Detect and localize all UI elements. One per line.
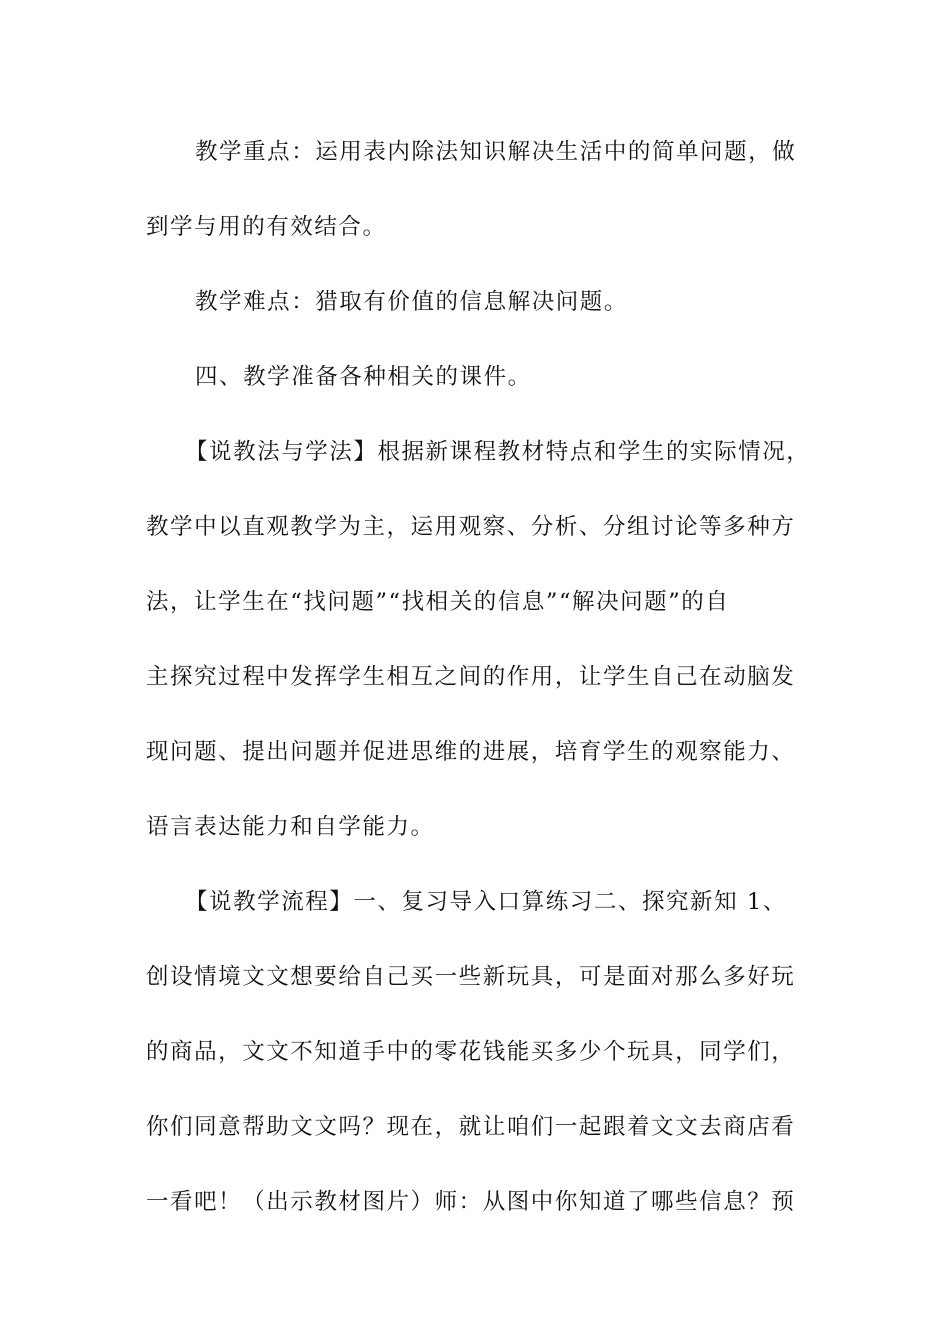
- text-line: 主探究过程中发挥学生相互之间的作用，让学生自己在动脑发: [146, 664, 796, 690]
- text-line: 法，让学生在“找问题”“找相关的信息”“解决问题”的自: [146, 589, 730, 615]
- text-line: 四、教学准备各种相关的课件。: [195, 364, 532, 390]
- text-line: 教学重点：运用表内除法知识解决生活中的简单问题，做: [195, 139, 797, 165]
- text-line: 语言表达能力和自学能力。: [146, 814, 435, 840]
- text-line: 现问题、提出问题并促进思维的进展，培育学生的观察能力、: [146, 739, 796, 765]
- text-line: 的商品，文文不知道手中的零花钱能买多少个玩具，同学们，: [146, 1039, 796, 1065]
- text-line: 一看吧！（出示教材图片）师：从图中你知道了哪些信息？预: [146, 1189, 796, 1215]
- text-line: 【说教学流程】一、复习导入口算练习二、探究新知 1、: [185, 889, 787, 915]
- text-line: 创设情境文文想要给自己买一些新玩具，可是面对那么多好玩: [146, 964, 796, 990]
- text-line: 【说教法与学法】根据新课程教材特点和学生的实际情况，: [185, 439, 811, 465]
- text-line: 教学中以直观教学为主，运用观察、分析、分组讨论等多种方: [146, 514, 796, 540]
- text-line: 到学与用的有效结合。: [146, 214, 387, 240]
- text-line: 你们同意帮助文文吗？现在，就让咱们一起跟着文文去商店看: [146, 1114, 796, 1140]
- text-line: 教学难点：猎取有价值的信息解决问题。: [195, 289, 628, 315]
